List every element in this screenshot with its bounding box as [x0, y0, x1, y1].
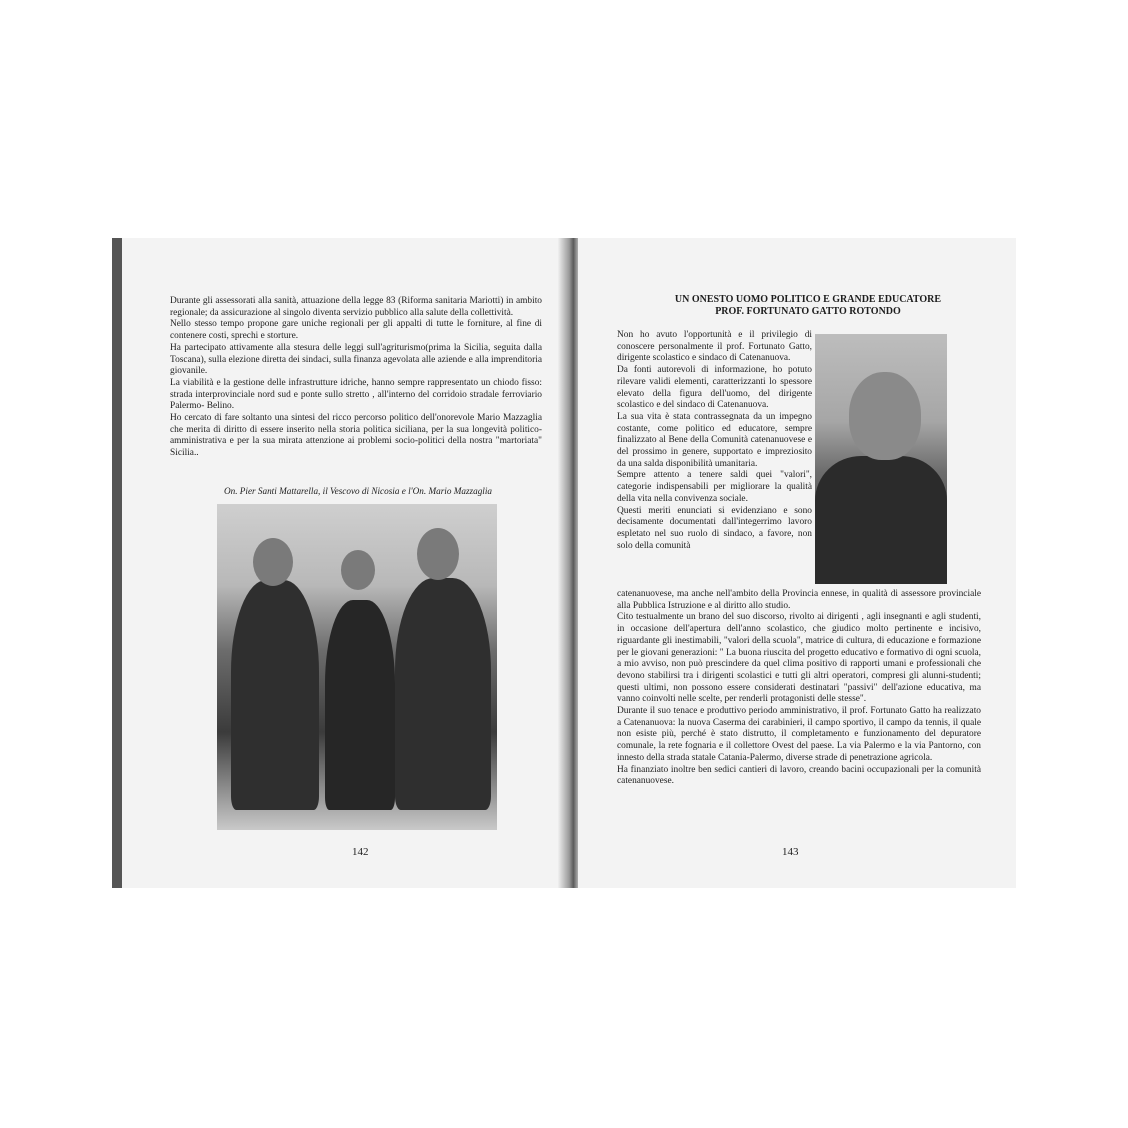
paragraph: Durante il suo tenace e produttivo periodo amministrativo, il prof. Fortunato Gatto ha realizzato a Catenanuova: la nuova Caserma dei carabinieri, il campo sportivo, il campo da tennis, il quale non esiste più, perché è stato distrutto, il completamento e funzionamento del depuratore comunale, la rete fognaria e il collettore Ovest del paese. La via Palermo e la via Pantorno, con innesto della strada statale Catania-Palermo, diverse strade di penetrazione agricola. [617, 706, 981, 763]
paragraph: Ha partecipato attivamente alla stesura delle leggi sull'agriturismo(prima la Sicilia, seguita dalla Toscana), sulla elezione diretta dei sindaci, sulla finanza agevolata alle aziende e alla imprenditoria giovanile. [170, 342, 542, 377]
paragraph: Sempre attento a tenere saldi quei "valori", categorie indispensabili per migliorare la qualità della vita nella convivenza sociale. [617, 470, 812, 504]
title-line: PROF. FORTUNATO GATTO ROTONDO [715, 306, 901, 317]
page-number: 142 [352, 846, 369, 858]
paragraph: La viabilità e la gestione delle infrastrutture idriche, hanno sempre rappresentato un chiodo fisso: strada interprovinciale nord sud e ponte sullo stretto , all'interno del corridoio stradale ferroviario Palermo- Belino. [170, 377, 542, 412]
page-number: 143 [782, 846, 799, 858]
left-page-text [170, 296, 542, 460]
person-head [253, 538, 293, 586]
person-figure [395, 578, 491, 810]
title-line: UN ONESTO UOMO POLITICO E GRANDE EDUCATORE [674, 294, 942, 305]
article-title [628, 294, 988, 318]
paragraph: Ho cercato di fare soltanto una sintesi del ricco percorso politico dell'onorevole Mario Mazzaglia che merita di diritto di essere inserito nella storia politica siciliana, per la sua longevità politico- amministrativa e per la sua mirata attenzione ai problemi socio-politici della nostra "martoriata" Sicilia.. [170, 413, 542, 459]
paragraph: Da fonti autorevoli di informazione, ho potuto rilevare validi elementi, caratterizzanti lo spessore elevato della figura dell'uomo, del dirigente scolastico e del sindaco di Catenanuova. [617, 365, 812, 411]
person-head [341, 550, 375, 590]
paragraph: Questi meriti enunciati si evidenziano e sono decisamente documentati dall'integerrimo lavoro espletato nel suo ruolo di sindaco, a favore, non solo della comunità [617, 505, 812, 551]
paragraph: La sua vita è stata contrassegnata da un impegno costante, come politico ed educatore, sempre finalizzato al Bene della Comunità catenanuovese e del prossimo in genere, supportato e impreziosito da una salda disponibilità umanitaria. [617, 411, 812, 469]
portrait-body [815, 456, 947, 584]
left-page [122, 238, 566, 888]
paragraph: Cito testualmente un brano del suo discorso, rivolto ai dirigenti , agli insegnanti e agli studenti, in occasione dell'apertura dell'anno scolastico, che giudico molto pertinente e incisivo, riguardante gli inestimabili, "valori della scuola", matrice di cultura, di educazione e formazione per le giovani generazioni: " La buona riuscita del progetto educativo e formativo di ogni scuola, a mio avviso, non può prescindere da quel clima positivo di rapporti umani e professionali che devono stabilirsi tra i dirigenti scolastici e tutti gli altri operatori, compresi gli alunni-studenti; questi ultimi, non possono essere considerati destinatari "passivi" dell'azione educativa, ma vanno coinvolti nelle scelte, per renderli protagonisti delle stesse". [617, 612, 981, 705]
portrait-face [849, 372, 921, 460]
person-figure [231, 580, 319, 810]
person-figure [325, 600, 395, 810]
photo-caption: On. Pier Santi Mattarella, il Vescovo di Nicosia e l'On. Mario Mazzaglia [223, 486, 493, 496]
portrait-photo [815, 334, 947, 584]
paragraph: Non ho avuto l'opportunità e il privilegio di conoscere personalmente il prof. Fortunato Gatto, dirigente scolastico e sindaco di Catenanuova. [617, 330, 812, 364]
wrapped-text [617, 330, 812, 552]
right-page [578, 238, 1016, 888]
person-head [417, 528, 459, 580]
paragraph: catenanuovese, ma anche nell'ambito della Provincia ennese, in qualità di assessore provinciale alla Pubblica Istruzione e al diritto allo studio. [617, 589, 981, 611]
body-text [617, 589, 981, 788]
paragraph: Nello stesso tempo propone gare uniche regionali per gli appalti di tutte le forniture, al fine di contenere costi, sprechi e storture. [170, 319, 542, 342]
open-book [112, 238, 1014, 888]
paragraph: Durante gli assessorati alla sanità, attuazione della legge 83 (Riforma sanitaria Mariotti) in ambito regionale; da assicurazione al singolo diventa servizio pubblico alla salute della collettività. [170, 296, 542, 318]
paragraph: Ha finanziato inoltre ben sedici cantieri di lavoro, creando bacini occupazionali per la comunità catenanuovese. [617, 764, 981, 787]
group-photo [217, 504, 497, 830]
